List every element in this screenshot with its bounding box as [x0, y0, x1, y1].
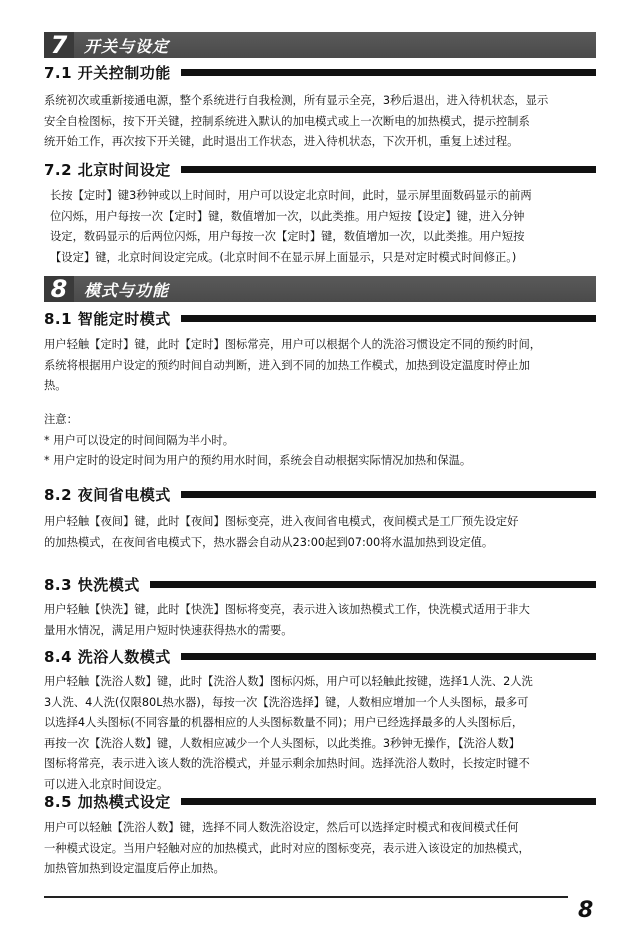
heading-rule — [181, 653, 596, 660]
section-title: 8.5 加热模式设定 — [44, 792, 171, 811]
section-7-2-body — [50, 186, 606, 268]
section-7-2-heading — [44, 158, 596, 180]
chapter-number: 7 — [44, 32, 74, 58]
section-8-1-notes — [44, 410, 600, 472]
note-item: * 用户可以设定的时间间隔为半小时。 — [44, 433, 234, 447]
chapter-8-header — [44, 276, 596, 302]
section-8-1-body — [44, 335, 600, 397]
heading-rule — [181, 166, 596, 173]
chapter-number: 8 — [44, 276, 74, 302]
section-8-3-body — [44, 600, 600, 641]
chapter-title: 模式与功能 — [84, 280, 170, 300]
text-line: 用户可以轻触【洗浴人数】键，选择不同人数洗浴设定，然后可以选择定时模式和夜间模式任何 — [44, 821, 519, 834]
text-line: 量用水情况，满足用户短时快速获得热水的需要。 — [44, 623, 293, 637]
text-line: 以选择4人头图标(不同容量的机器相应的人头图标数量不同)；用户已经选择最多的人头图标后， — [44, 716, 524, 729]
text-line: 统开始工作，再次按下开关键，此时退出工作状态，进入待机状态，下次开机，重复上述过程。 — [44, 135, 519, 148]
section-title: 7.2 北京时间设定 — [44, 160, 171, 179]
text-line: 长按【定时】键3秒钟或以上时间时，用户可以设定北京时间，此时，显示屏里面数码显示的前两 — [50, 189, 532, 202]
section-8-5-body — [44, 818, 600, 880]
text-line: 热。 — [44, 379, 67, 392]
text-line: 用户轻触【定时】键，此时【定时】图标常亮，用户可以根据个人的洗浴习惯设定不同的预约时间， — [44, 338, 542, 351]
text-line: 一种模式设定。当用户轻触对应的加热模式，此时对应的图标变亮，表示进入该设定的加热模式， — [44, 841, 530, 855]
section-title: 8.1 智能定时模式 — [44, 309, 171, 328]
text-line: 再按一次【洗浴人数】键，人数相应减少一个人头图标，以此类推。3秒钟无操作，【洗浴人数】 — [44, 736, 521, 750]
text-line: 【设定】键，北京时间设定完成。(北京时间不在显示屏上面显示，只是对定时模式时间修正。) — [50, 250, 517, 264]
text-line: 用户轻触【快洗】键，此时【快洗】图标将变亮，表示进入该加热模式工作，快洗模式适用于非大 — [44, 603, 530, 616]
heading-rule — [150, 581, 596, 588]
text-line: 的加热模式，在夜间省电模式下，热水器会自动从23:00起到07:00将水温加热到设定值。 — [44, 535, 494, 549]
text-line: 加热管加热到设定温度后停止加热。 — [44, 862, 225, 875]
heading-rule — [181, 491, 596, 498]
section-7-1-heading — [44, 61, 596, 83]
section-8-3-heading — [44, 573, 596, 595]
section-8-4-body — [44, 672, 600, 795]
section-8-1-heading — [44, 307, 596, 329]
heading-rule — [181, 798, 596, 805]
note-label: 注意： — [44, 413, 78, 426]
section-title: 8.4 洗浴人数模式 — [44, 647, 171, 666]
text-line: 安全自检图标，按下开关键，控制系统进入默认的加电模式或上一次断电的加热模式，提示控制系 — [44, 114, 530, 128]
text-line: 设定，数码显示的后两位闪烁，用户每按一次【定时】键，数值增加一次，以此类推。用户短按 — [50, 230, 525, 243]
text-line: 3人洗、4人洗(仅限80L热水器)，每按一次【洗浴选择】键，人数相应增加一个人头图标，最多可 — [44, 695, 529, 709]
page-number: 8 — [578, 898, 594, 923]
section-title: 8.3 快洗模式 — [44, 575, 140, 594]
section-title: 8.2 夜间省电模式 — [44, 485, 171, 504]
text-line: 可以进入北京时间设定。 — [44, 777, 169, 791]
text-line: 用户轻触【洗浴人数】键，此时【洗浴人数】图标闪烁，用户可以轻触此按键，选择1人洗、2人洗 — [44, 675, 533, 688]
footer-divider — [44, 896, 568, 898]
section-8-2-body — [44, 512, 600, 553]
chapter-7-header — [44, 32, 596, 58]
section-title: 7.1 开关控制功能 — [44, 63, 171, 82]
note-item: * 用户定时的设定时间为用户的预约用水时间，系统会自动根据实际情况加热和保温。 — [44, 454, 472, 467]
text-line: 系统将根据用户设定的预约时间自动判断，进入到不同的加热工作模式，加热到设定温度时停止加 — [44, 358, 530, 372]
section-7-1-body — [44, 91, 600, 153]
text-line: 位闪烁，用户每按一次【定时】键，数值增加一次，以此类推。用户短按【设定】键，进入分钟 — [50, 209, 525, 223]
heading-rule — [181, 315, 596, 322]
chapter-title: 开关与设定 — [84, 36, 170, 56]
heading-rule — [181, 69, 596, 76]
section-8-4-heading — [44, 645, 596, 667]
section-8-5-heading — [44, 790, 596, 812]
text-line: 系统初次或重新接通电源，整个系统进行自我检测，所有显示全亮，3秒后退出，进入待机状态，显示 — [44, 94, 549, 107]
text-line: 用户轻触【夜间】键，此时【夜间】图标变亮，进入夜间省电模式，夜间模式是工厂预先设定好 — [44, 515, 519, 528]
section-8-2-heading — [44, 483, 596, 505]
text-line: 图标将常亮，表示进入该人数的洗浴模式，并显示剩余加热时间。选择洗浴人数时，长按定时键不 — [44, 757, 530, 770]
